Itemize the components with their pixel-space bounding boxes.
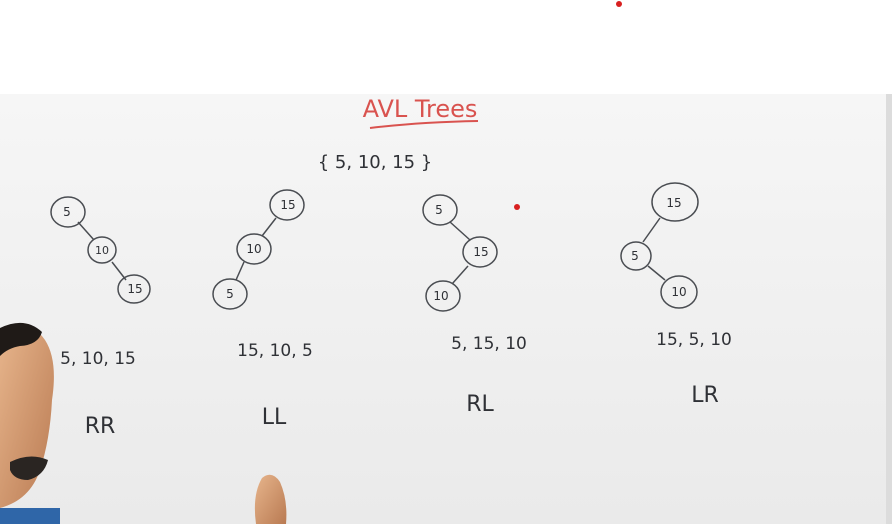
sequence-label: 15, 10, 5 [237, 341, 313, 361]
board-edge [886, 94, 892, 524]
laser-dot [616, 1, 622, 7]
node-label: 10 [671, 285, 687, 299]
node-label: 5 [226, 287, 234, 301]
laser-dot [514, 204, 520, 210]
case-name: LL [261, 405, 287, 430]
node-label: 15 [280, 198, 296, 212]
sequence-label: 15, 5, 10 [656, 330, 732, 350]
case-name: RL [466, 392, 494, 417]
case-name: LR [691, 383, 719, 408]
node-label: 10 [246, 242, 262, 256]
case-name: RR [84, 414, 116, 439]
node-label: 10 [95, 244, 109, 257]
set-label: { 5, 10, 15 } [317, 152, 433, 173]
sequence-label: 5, 15, 10 [451, 334, 527, 354]
node-label: 5 [63, 205, 71, 219]
node-label: 15 [666, 196, 682, 210]
whiteboard [0, 94, 892, 524]
top-margin [0, 0, 892, 94]
node-label: 5 [435, 203, 443, 217]
sequence-label: 5, 10, 15 [60, 349, 136, 369]
node-label: 15 [127, 282, 143, 296]
node-label: 10 [433, 289, 449, 303]
board-title: AVL Trees [362, 95, 478, 123]
node-label: 5 [631, 249, 639, 263]
node-label: 15 [473, 245, 489, 259]
